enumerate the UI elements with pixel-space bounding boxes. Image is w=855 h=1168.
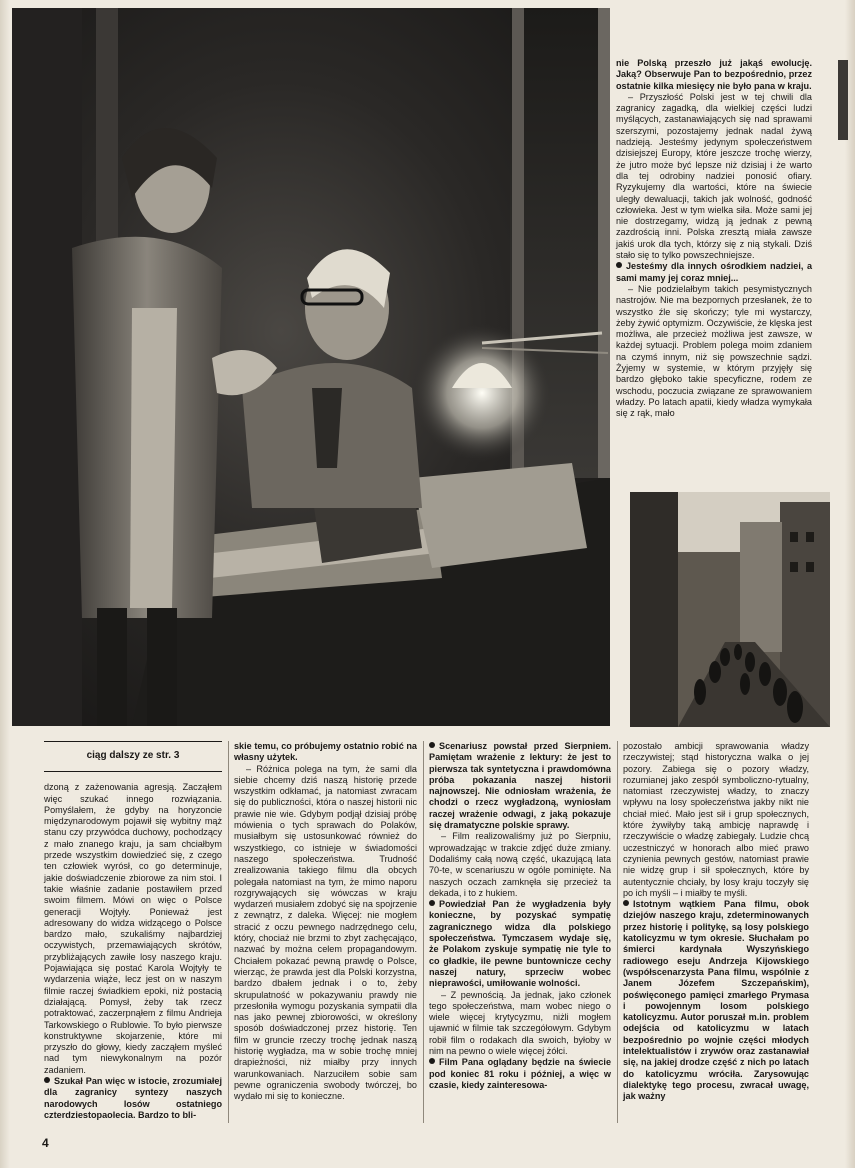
column-3-question-3: Film Pana oglądany będzie na świecie pod koniec 81 roku i później, a więc w czasie, kiedy zainteresowa- [429,1057,611,1090]
column-1 [44,741,222,1133]
column-3-question-2: Powiedział Pan że wygładzenia były konieczne, by pozyskać sympatię zagranicznego widza dla polskiego społeczeństwa. Tymczasem wydaje się, że Polakom zyskuje sympatię nie tyle to co gładkie, ile pewne buntownicze cechy naszej natury, sprzeciw wobec nieprawości, umiłowanie wolności. [429,899,611,989]
bullet-icon [429,900,435,906]
column-divider [228,741,229,1123]
right-answer-1: – Przyszłość Polski jest w tej chwili dla zagranicy zagadką, dla wielkiej części ludzi myślących, zastanawiających się nad sprawami szerszymi, pozostajemy jednak nadal żywą nadzieją. Jesteśmy jedynym społeczeństwem dzisiejszej Europy, które jeszcze trochę wierzy, że jutro może być lepsze niż dzisiaj i że warto dla tej odrobiny nadziei ponosić ofiary. Ryzykujemy dla wartości, które na świecie uległy dewaluacji, takich jak wolność, godność człowieka. Jest w tym wielka siła. Może sami jej nie dostrzegamy, widzą ją jednak z pewną zazdrością inni. Polska zresztą miała zawsze jakiś urok dla tych, którzy się z nią stykali. Dziś stało się to tylko powszechniejsze. [616,91,812,261]
page-number: 4 [42,1136,49,1150]
column-3-answer-2: – Z pewnością. Ja jednak, jako członek tego społeczeństwa, mam wobec niego o wiele więcej krytycyzmu, niżli mogłem ujawnić w filmie tak szczegółowym. Gdybym robił film o rodakach dla swoich, byłoby w nim na pewno o wiele więcej żółci. [429,989,611,1057]
column-4 [623,741,809,1133]
column-1-question: Szukał Pan więc w istocie, zrozumiałej dla zagranicy syntezy naszych narodowych losów ostatniego czterdziestopaolecia. Bardzo to bli- [44,1076,222,1120]
column-1-paragraph: dzoną z zażenowania agresją. Zacząłem więc szukać innego rozwiązania. Pomyślałem, że gdyby na horyzoncie międzynarodowym pojawił się wybitny mąż stanu czy przywódca duchowy, pochodzący z mało znanego kraju, ja sam chciałbym przede wszystkim dowiedzieć się, z czego ten człowiek wyrósł, co go determinuje, jakie doświadczenie zbiorowe za nim stoi. I takie właśnie zadanie postawiłem przed swoim filmem. Mówi on więc o Polsce generacji Wojtyły. Ponieważ jest adresowany do widza widzącego o Polsce bardzo mało, szukaliśmy najbardziej oczywistych, przemawiających skrótów, przybliżających zawiłe losy naszego kraju. Pojawiająca się postać Karola Wojtyły te wydarzenia wiąże, lecz jest on w naszym filmie raczej świadkiem epoki, niż postacią działającą. Pomysł, żeby tak rzecz potraktować, zaczerpnąłem z filmu Andrieja Tarkowskiego o Rublowie. To było pierwsze konstruktywne skojarzenie, które mi przyszło do głowy, kiedy zacząłem myśleć nad tym niewykonalnym na pozór zadaniem. [44,782,222,1075]
bullet-icon [429,742,435,748]
column-divider [617,741,618,1123]
column-2 [234,741,417,1133]
bullet-icon [616,262,622,268]
continuation-label: ciąg dalszy ze str. 3 [44,741,222,772]
column-divider [423,741,424,1123]
bullet-icon [623,900,629,906]
scene-photo [12,8,610,726]
bullet-icon [429,1058,435,1064]
page-edge-mark [838,60,848,140]
scene-photo-drawing [12,8,610,726]
right-question-1: nie Polską przeszło już jakąś ewolucję. Jaką? Obserwuje Pan to bezpośrednio, przez ostatnie kilka miesięcy nie było pana w kraju. [616,58,812,91]
column-2-question-end: skie temu, co próbujemy ostatnio robić na własny użytek. [234,741,417,763]
column-3 [429,741,611,1133]
column-4-question: Istotnym wątkiem Pana filmu, obok dziejów naszego kraju, zdeterminowanych przez historię i politykę, są losy polskiego katolicyzmu w tym okresie. Słuchałam po śmierci kardynała Wyszyńskiego radiowego eseju Andrzeja Kijowskiego (współscenarzysta Pana filmu, wspólnie z Janem Józefem Szczepańskim), poświęconego pamięci zmarłego Prymasa i powojennym losom polskiego katolicyzmu. Autor poruszał m.in. problem odejścia od katolicyzmu w latach bezpośrednio po wojnie części młodych intelektualistów i zrywów oraz zastanawiał się, na jakiej drodze część z nich po latach do katolicyzmu wróciła. Zarysowując dialektykę tego procesu, zwracał uwagę, jak ważny [623,899,809,1102]
right-column-text [616,58,812,482]
column-3-question-1: Scenariusz powstał przed Sierpniem. Pamiętam wrażenie z lektury: że jest to pierwsza tak syntetyczna i prawdomówna próba pokazania naszej historii najnowszej. Nie odniosłam wrażenia, że chodzi o rzecz wygładzoną, wyniosłam raczej wrażenie odwagi, z jaką pokazuje się dramatyczne polskie sprawy. [429,741,611,831]
column-2-answer: – Różnica polega na tym, że sami dla siebie chcemy dziś naszą historię przede wszystkim odkłamać, ja natomiast zwracam się do publiczności, która o naszej historii nic prawie nie wie. Gdybym podjął dzisiaj próbę mówienia o tych sprawach do Polaków, musiałbym się ustosunkować również do wszystkiego, co istnieje w świadomości naszego społeczeństwa. Trudność zrealizowania takiego filmu dla obcych polegała natomiast na tym, że mimo naporu rozgrywających się wówczas w kraju wydarzeń musiałem zdobyć się na spojrzenie z zewnątrz, z daleka. Więcej: nie mogłem stracić z oczu pewnego nadrzędnego celu, który, chociaż nie brzmi to zbyt zachęcająco, nazwać by można celem propagandowym. Chciałem pokazać pewną prawdę o Polsce, wierząc, że prawda jest dla Polski korzystna, bardzo dbałem jednak i o to, żeby skrupulatność w pokazywaniu prawdy nie przesłoniła wymogu pozyskania sympatii dla nas jako pewnej zbiorowości, w określony sposób doświadczonej przez historię. Ten film w gruncie rzeczy trochę jednak naszą historię wygładza, ma w sobie trochę mniej drapieżności, niż miałby przy innych warunkowaniach. Narzuciłem sobie sam pewne ograniczenia swobody twórczej, bo wydało mi się to konieczne. [234,763,417,1102]
street-photo-drawing [630,492,830,727]
right-question-2: Jesteśmy dla innych ośrodkiem nadziei, a sami mamy jej coraz mniej... [616,261,812,283]
column-4-answer: pozostało ambicji sprawowania władzy rzeczywistej; stąd historyczna walka o jej pozory. Zabiega się o pozory władzy, rozumianej jako zespół symboliczno-rytualny, natomiast rzeczywistej władzy, to znaczy wpływu na losy społeczeństwa jakby nikt nie chciał mieć. Mało jest sił i grup społecznych, które żywiłyby taką ambicję naprawdę i rzeczywiście o władzę zabiegały. Ludzie chcą uczestniczyć w honorach albo mieć prawo czynienia pewnych gestów, natomiast prawie nie widzę grup i sił społecznych, które by autentycznie chciały, by losy kraju toczyły się po ich myśli – i miałby te myśli. [623,741,809,898]
bullet-icon [44,1077,50,1083]
column-3-answer-1: – Film realizowaliśmy już po Sierpniu, wprowadzając w trakcie zdjęć duże zmiany. Dodaliśmy całą nową część, ukazującą lata 70-te, w scenariuszu w ogóle pominięte. Na naszych oczach zamknęła się przecież ta dekada, i to z hukiem. [429,831,611,898]
street-photo [630,492,830,727]
right-answer-2: – Nie podzielałbym takich pesymistycznych nastrojów. Nie ma bezpornych przesłanek, że to wszystko źle się skończy; tyle mi wystarczy, żeby żywić optymizm. Oczywiście, że klęska jest możliwa, ale przecież możliwa jest zawsze, w każdej sytuacji. Problem polega moim zdaniem na czymś innym, niż się powszechnie sądzi. Żyjemy w systemie, w którym przyjęły się bardzo głęboko takie specyficzne, rodem ze wschodu, poczucia związane ze sprawowaniem władzy. Po latach apatii, kiedy władza wymykała się z rąk, mało [616,283,812,419]
